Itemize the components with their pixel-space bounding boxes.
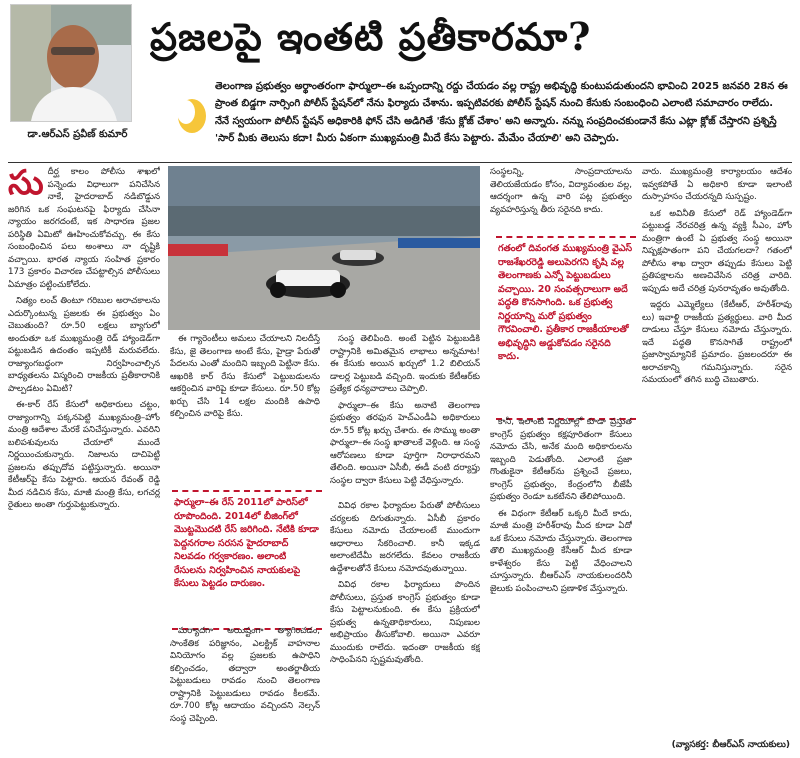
- col3-paragraph-2: ఫార్ములా–ఈ కేసు అనాటి తెలంగాణ ప్రభుత్వం తరఫున హెచ్ఎండీఏ అధికారులు రూ.55 కోట్ల ఖర్చు చేశారు. ఈ సొమ్ము అంతా ఫార్ములా–ఈ సంస్థ ఖాతాలకే వెళ్లింది. ఆ సంస్థ ఆరోపణలు కూడా పూర్తిగా నిరాధారమని తేలింది. అయినా ఏసీబీ, ఈడీ వంటి దర్యాప్తు సంస్థల ద్వారా కేసులు పెట్టి వేధిస్తున్నారు.: [330, 400, 480, 486]
- column-3-upper: [330, 333, 480, 493]
- headline: ప్రజలపై ఇంతటి ప్రతీకారమా?: [150, 14, 592, 59]
- column-5: [642, 166, 792, 738]
- column-2-lower: [170, 625, 320, 755]
- column-1: [8, 166, 160, 754]
- author-note: (వ్యాసకర్త: బీఆర్ఎస్ నాయకులు): [671, 740, 790, 750]
- byline: డా.ఆర్ఎస్ ప్రవీణ్ కుమార్: [27, 129, 128, 140]
- col3-paragraph-1: సంస్థ తెలిపింది. అంటే పెట్టిన పెట్టుబడికి రాష్ట్రానికి అమితమైన లాభాలు అన్నమాట! ఈ కేసుకు అయిన ఖర్చులో 1.2 బిలియన్ డాలర్ల పెట్టుబడి వచ్చింది. ఇందుకు కేటీఆర్‌కు ప్రత్యేక ధన్యవాదాలు చెప్పాలి.: [330, 334, 480, 394]
- col1-paragraph-2: నిత్యం లంచ్ తింటూ గరిబుల అరాచకాలను ఎదుర్కొంటున్న ప్రజలకు ఈ ప్రభుత్వం ఏం చెబుతుంది? రూ.50 లక్షలు బ్యాగులో అందుతూ ఒక ముఖ్యమంత్రి రెడ్ హ్యాండెడ్‌గా పట్టుబడిన ఉదంతం ఇప్పటికీ మరువలేదు. రాజ్యాంగబద్ధంగా నిర్వహించాల్సిన బాధ్యతలను విస్మరించి రాజకీయ ప్రతీకారానికి పాల్పడటం ఏమిటి?: [8, 296, 160, 394]
- race-photo: [168, 166, 480, 330]
- col3-paragraph-4: వివిధ రకాల ఫిర్యాదులు పొందిన పోలీసులు, ప్రస్తుత కాంగ్రెస్ ప్రభుత్వం కూడా కేసు పెట్టాలనుకుంది. ఈ కేసు ప్రక్రియలో ప్రభుత్వ ఉన్నతాధికారులు, నిపుణుల అభిప్రాయం తీసుకోవాలి. అయినా ఎవరూ ముందుకు రాలేదు. ఇదంతా రాజకీయ కక్ష సాధింపేనని స్పష్టమవుతోంది.: [330, 580, 480, 665]
- pull-quote-2: గతంలో దివంగత ముఖ్యమంత్రి వైఎస్ రాజశేఖరరెడ్డి అలుపెరగని కృషి వల్ల తెలంగాణకు ఎన్నో పెట్టుబడులు వచ్చాయి. 20 సంవత్సరాలుగా అదే పద్ధతి కొనసాగింది. ఒక ప్రభుత్వ నిర్ణయాన్ని మరో ప్రభుత్వం గౌరవించాలి. ప్రతీకార రాజకీయాలతో అభివృద్ధిని అడ్డుకోవడం సరైనది కాదు.: [496, 236, 636, 420]
- lead-bullet-icon: [170, 92, 208, 136]
- col5-paragraph-2: ఒక అవినీతి కేసులో రెడ్ హ్యాండెడ్‌గా పట్టుబడ్డ నేరచరిత్ర ఉన్న వ్యక్తి సీఎం, హోం మంత్రిగా ఉంటే ఏ ప్రభుత్వ సంస్థ అయినా నిష్పక్షపాతంగా పని చేయగలదా? గతంలో పోలీసు శాఖ ద్వారా తప్పుడు కేసులు పెట్టి ప్రతిపక్షాలను అణచివేసిన చరిత్ర వారిది. ఇప్పుడు అదే చరిత్ర పునరావృతం అవుతోంది.: [642, 208, 792, 294]
- lead-paragraph: తెలంగాణ ప్రభుత్వం అర్థాంతరంగా ఫార్ములా–ఈ ఒప్పందాన్ని రద్దు చేయడం వల్ల రాష్ట్ర అభివృద్ధి కుంటుపడుతుందని భావించి 2025 జనవరి 28న ఈ ప్రాంత బిడ్డగా నార్సింగి పోలీస్ స్టేషన్‌లో నేను ఫిర్యాదు చేశాను. ఇప్పటివరకు పోలీస్ స్టేషన్ నుంచి కేసుకు సంబంధించి ఎలాంటి సమాచారం రాలేదు. నేనే స్వయంగా పోలీస్ స్టేషన్ అధికారికి ఫోన్ చేసి అడిగితే 'కేసు క్లోజ్ చేశాం' అని అన్నారు. నన్ను సంప్రదించకుండానే కేసు ఎట్లా క్లోజ్ చేస్తారని ప్రశ్నిస్తే 'సార్ మీకు తెలుసు కదా! మీరు ఏకంగా ముఖ్యమంత్రి మీదే కేసు పెట్టారు. మేమేం చేయాలి' అని చెప్పారు.: [215, 81, 788, 145]
- col2-paragraph-1: ఈ గ్యారెంటీలు అమలు చేయాలని నిలదీస్తే కేసు, జై తెలంగాణ అంటే కేసు, హైడ్రా పేరుతో పేదలను ఎంతో మందిని ఇబ్బంది పెట్టినా కేసు. ఆఖరికి కార్ రేసు కేసులో పెట్టుబడులను ఆకర్షించిన వారిపై కూడా కేసులు. రూ.50 కోట్ల ఖర్చు చేసి 14 లక్షల మందికి ఉపాధి కల్పించిన వారిపై కేసు.: [170, 334, 320, 419]
- col1-paragraph-1: దీర్ఘ కాలం పోలీసు శాఖలో పన్నెండు విధాలుగా పనిచేసిన నాకే, హైదరాబాద్ నడిబొడ్డున జరిగిన ఒక సంఘటనపై ఫిర్యాదు చేసినా న్యాయం జరగదంటే, ఇక సాధారణ ప్రజల పరిస్థితి ఏమిటో ఊహించుకోవచ్చు. ఈ కేసు సంబంధించిన పలు అంశాలు నా దృష్టికి వచ్చాయి. భారత న్యాయ సంహిత ప్రకారం 173 ప్రకారం విచారణ చేపట్టాల్సిన పోలీసులు ఏమాత్రం పట్టించుకోలేదు.: [8, 167, 160, 290]
- column-2-upper: [170, 333, 320, 485]
- column-3-lower: [330, 500, 480, 755]
- pull-quote-1: ఫార్ములా–ఈ రేస్ 2011లో పారిస్‌లో రూపొందింది. 2014లో బీజింగ్‌లో మొట్టమొదటి రేస్ జరిగింది. నేటికి కూడా పెద్దనగరాల సరసన హైదరాబాద్ నిలవడం గర్వకారణం. అలాంటి రేసులను నిర్వహించిన నాయకులపై కేసులు పెట్టడం దారుణం.: [172, 490, 322, 630]
- col3-paragraph-3: వివిధ రకాల ఫిర్యాదుల పేరుతో పోలీసులు చర్యలకు దిగుతున్నారు. ఏసీబీ ప్రకారం కేసులు నమోదు చేయాలంటే ముందుగా ఆధారాలు సేకరించాలి. కానీ ఇక్కడ అలాంటిదేమీ జరగలేదు. కేవలం రాజకీయ ఉద్దేశాలతోనే కేసులు నమోదవుతున్నాయి.: [330, 501, 480, 574]
- column-4-lower: [490, 416, 632, 756]
- dropcap: సు: [8, 166, 44, 203]
- col4-paragraph-2: ఈ విధంగా కేటీఆర్ ఒక్కరి మీదే కాదు, మాజీ మంత్రి హరీశ్‌రావు మీద కూడా ఏదో ఒక కేసులు నమోదు చేస్తున్నారు. తెలంగాణ తొలి ముఖ్యమంత్రి కేసీఆర్ మీద కూడా కాళేశ్వరం కేసు పెట్టి వేధించాలని చూస్తున్నారు. బీఆర్ఎస్ నాయకులందరినీ జైలుకు పంపించాలని ప్రణాళిక వేస్తున్నారు.: [490, 508, 632, 594]
- col5-paragraph-1: వారు. ముఖ్యమంత్రి కార్యాలయం ఆదేశం ఇవ్వకపోతే ఏ అధికారి కూడా ఇలాంటి దుస్సాహసం చేయరన్నది సుస్పష్టం.: [642, 167, 792, 202]
- col2-paragraph-3: మర్యాదగా అయిష్టంగా త్యాగించడం, సాంకేతిక పరిజ్ఞానం, ఎలక్ట్రిక్ వాహనాల వినియోగం వల్ల ప్రజలకు ఉపాధిని కల్పించడం, తద్వారా అంతర్జాతీయ పెట్టుబడులు రావడం నుంచి తెలంగాణ రాష్ట్రానికి పెట్టుబడులు రావడం కీలకమే. రూ.700 కోట్ల ఆదాయం వచ్చిందని నెల్సన్ సంస్థ చెప్పింది.: [170, 626, 320, 724]
- author-photo: [10, 4, 132, 122]
- col1-paragraph-3: ఈ-కార్ రేస్ కేసులో అధికారులు చట్టం, రాజ్యాంగాన్ని పక్కనపెట్టి ముఖ్యమంత్రి–హోం మంత్రి ఆదేశాల మేరకే పనిచేస్తున్నారు. ఎవరిని బలిపశువులను చేయాలో ముందే నిర్ణయించుకున్నారు. నిజాలను దాచిపెట్టి ప్రజలను తప్పుదోవ పట్టిస్తున్నారు. అయినా కేటీఆర్‌పై కేసు పెట్టారు. ఆయన రేవంత్ రెడ్డి మీద నడిచిన కేసు, మాజీ మంత్రి కేసు, లగచర్ల రైతులు అంతా గుర్తుపెట్టుకున్నారు.: [8, 400, 160, 510]
- header-divider: [8, 162, 792, 163]
- column-4-top: [490, 166, 632, 234]
- col4-paragraph-1: కానీ, ఇలాంటి నిర్ణయాల్లో కూడా ప్రస్తుత కాంగ్రెస్ ప్రభుత్వం కక్షపూరితంగా కేసులు నమోదు చేసి, అనేక మంది అధికారులను ఇబ్బంది పెడుతోంది. ఎలాంటి ప్రజా గొంతుకైనా కేటీఆర్‌ను ప్రశ్నించే ప్రజలు, కాంగ్రెస్ ప్రభుత్వం, కేంద్రంలోని బీజేపీ ప్రభుత్వం రెండూ ఒకటేనని తేలిపోయింది.: [490, 417, 632, 502]
- col4-top-text: సంస్థలన్ని, సాంప్రదాయాలను తెలియజేయడం కోసం, విద్యావంతుల వల్ల, ఆదర్శంగా ఉన్న వారి పట్ల ప్రభుత్వం వ్యవహరిస్తున్న తీరు సరైనది కాదు.: [490, 167, 632, 215]
- col5-paragraph-3: ఇద్దరు ఎమ్మెల్యేలు (కేటీఆర్, హరీశ్‌రావు లు) ఇవాళ్టి రాజకీయ ప్రత్యర్థులు. వారి మీద దాడులు చేస్తూ కేసులు నమోదు చేస్తున్నారు. ఇదే పద్ధతి కొనసాగితే రాష్ట్రంలో ప్రజాస్వామ్యానికే ప్రమాదం. ప్రజలందరూ ఈ అరాచకాన్ని గమనిస్తున్నారు. సరైన సమయంలో తగిన బుద్ధి చెబుతారు.: [642, 300, 792, 385]
